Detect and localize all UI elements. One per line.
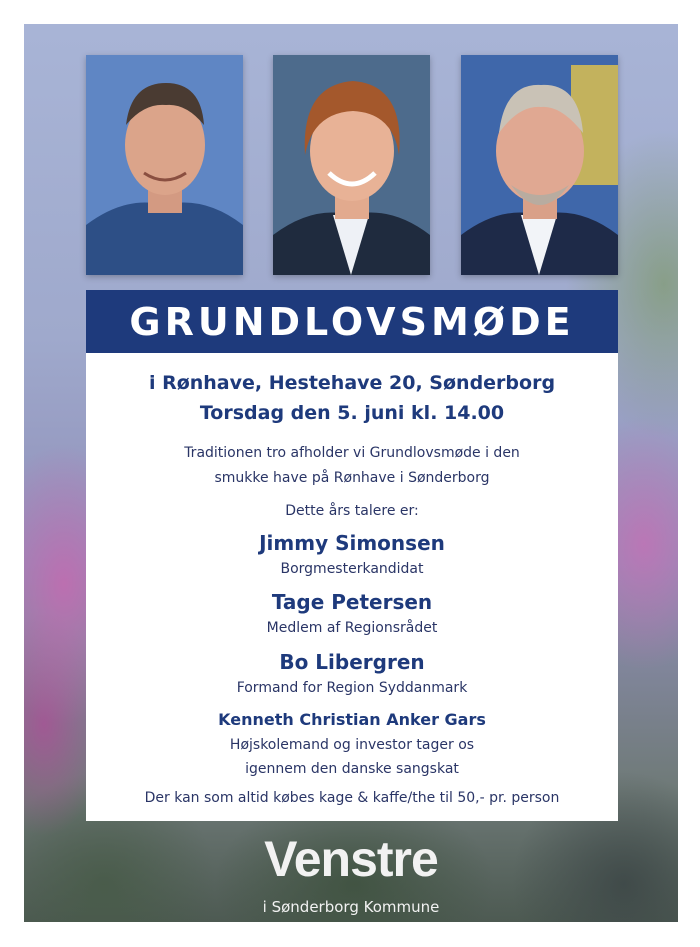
poster — [24, 24, 678, 922]
speaker-role-1: Borgmesterkandidat — [280, 561, 424, 577]
speaker-photo-1 — [86, 55, 243, 275]
logo-subtitle: i Sønderborg Kommune — [262, 898, 440, 916]
footer-note: Der kan som altid købes kage & kaffe/the til 50,- pr. person — [144, 790, 560, 806]
intro-line-1: Traditionen tro afholder vi Grundlovsmøde i den — [184, 445, 520, 461]
event-datetime: Torsdag den 5. juni kl. 14.00 — [199, 402, 505, 424]
speaker-photo-3 — [461, 55, 618, 275]
speaker-name-4: Kenneth Christian Anker Gars — [218, 710, 486, 729]
event-location: i Rønhave, Hestehave 20, Sønderborg — [148, 372, 556, 394]
page-title: GRUNDLOVSMØDE — [86, 290, 618, 353]
speaker-name-1: Jimmy Simonsen — [259, 531, 445, 555]
speaker-role-4b: igennem den danske sangskat — [245, 761, 459, 777]
intro-line-2: smukke have på Rønhave i Sønderborg — [214, 470, 490, 486]
speakers-intro: Dette års talere er: — [285, 503, 419, 519]
speaker-name-2: Tage Petersen — [271, 590, 433, 614]
speaker-name-3: Bo Libergren — [279, 650, 425, 674]
speaker-photo-2 — [273, 55, 430, 275]
speaker-role-2: Medlem af Regionsrådet — [266, 620, 438, 636]
venstre-logo: Venstre — [264, 831, 438, 887]
speaker-role-4a: Højskolemand og investor tager os — [229, 737, 475, 753]
speaker-role-3: Formand for Region Syddanmark — [236, 680, 468, 696]
event-card — [86, 290, 618, 821]
